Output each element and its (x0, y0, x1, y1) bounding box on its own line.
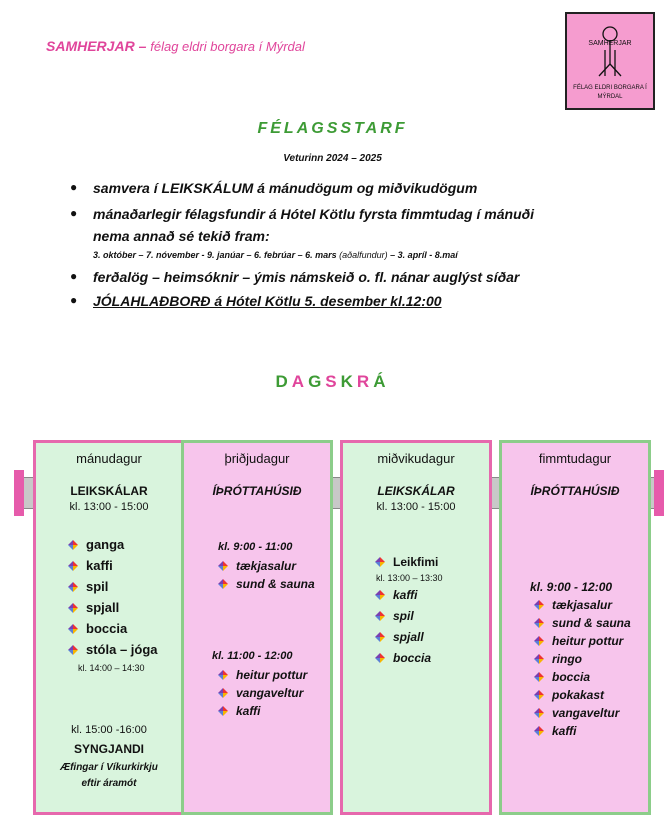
bullet-icon (68, 540, 78, 550)
late-note: eftir áramót (81, 778, 137, 789)
day-name: fimmtudagur (538, 451, 612, 466)
list-item: heitur pottur (218, 668, 307, 682)
list-item: heitur pottur (534, 634, 623, 648)
heading-letter: K (340, 372, 357, 391)
bullet-icon (534, 654, 544, 664)
list-item: stóla – jóga (68, 642, 158, 657)
bullet-icon (375, 611, 385, 621)
heading-letter: A (291, 372, 309, 391)
list-item: spil (68, 579, 108, 594)
heading-letter: Á (373, 372, 390, 391)
bullet-icon (218, 579, 228, 589)
meeting-dates: 3. október – 7. nóvember - 9. janúar – 6. febrúar – 6. mars (aðalfundur) – 3. apríl - 8.maí (93, 250, 458, 260)
heading-letter: G (308, 372, 326, 391)
list-item: tækjasalur (534, 598, 612, 612)
day-card-tuesday (181, 440, 333, 815)
bullet-icon: ● (70, 206, 78, 220)
day-name: miðvikudagur (377, 451, 455, 466)
list-item: kaffi (375, 588, 417, 602)
list-item: sund & sauna (534, 616, 631, 630)
day-time: kl. 13:00 - 15:00 (69, 501, 149, 513)
day-place: LEIKSKÁLAR (70, 484, 148, 498)
list-item: ringo (534, 652, 582, 666)
bullet-icon (534, 600, 544, 610)
leikfimi-time: kl. 13:00 – 13:30 (376, 573, 443, 583)
day-place: ÍÞRÓTTAHÚSIÐ (212, 484, 302, 498)
list-item: ganga (68, 537, 124, 552)
org-name (46, 38, 305, 54)
list-item: tækjasalur (218, 559, 296, 573)
bullet-icon (534, 672, 544, 682)
list-item: vangaveltur (534, 706, 619, 720)
day-time: kl. 11:00 - 12:00 (212, 650, 293, 662)
day-place: LEIKSKÁLAR (377, 484, 455, 498)
bullet-icon (375, 557, 385, 567)
day-name: mánudagur (76, 451, 142, 466)
heading-letter: S (325, 372, 341, 391)
day-time: kl. 9:00 - 12:00 (530, 580, 613, 594)
bullet-icon (534, 726, 544, 736)
list-item: kaffi (68, 558, 113, 573)
band-end-left (14, 470, 24, 516)
day-name: þriðjudagur (224, 451, 290, 466)
bullet-icon (534, 690, 544, 700)
list-item: sund & sauna (218, 577, 315, 591)
logo-text-bottom: MÝRDAL (597, 94, 623, 100)
day-card-thursday (499, 440, 651, 815)
list-item: boccia (375, 651, 431, 665)
bullet-icon (375, 632, 385, 642)
band-end-right (654, 470, 664, 516)
yoga-time: kl. 14:00 – 14:30 (78, 663, 145, 673)
logo-text-mid: FÉLAG ELDRI BORGARA Í (573, 85, 647, 91)
bullet-icon (218, 670, 228, 680)
bullet-icon: ● (70, 293, 78, 307)
day-time: kl. 13:00 - 15:00 (376, 501, 456, 513)
bullet-icon: ● (70, 180, 78, 194)
day-place: ÍÞRÓTTAHÚSIÐ (530, 484, 620, 498)
bullet-icon (218, 688, 228, 698)
bullet-icon (375, 653, 385, 663)
schedule-heading (0, 372, 665, 392)
list-item: kaffi (534, 724, 576, 738)
list-item: boccia (534, 670, 590, 684)
list-item: pokakast (534, 688, 604, 702)
org-logo (565, 12, 655, 110)
late-place: SYNGJANDI (73, 742, 144, 756)
list-item: spil (375, 609, 414, 623)
bullet-icon (68, 561, 78, 571)
page-title: FÉLAGSSTARF (257, 120, 408, 137)
logo-text-top: SAMHERJAR (588, 40, 632, 47)
season-subtitle: Veturinn 2024 – 2025 (283, 153, 382, 164)
day-card-monday (33, 440, 185, 815)
org-name-main: SAMHERJAR – (46, 38, 147, 54)
late-time: kl. 15:00 -16:00 (71, 724, 147, 736)
bullet-icon (218, 706, 228, 716)
bullet-icon (68, 603, 78, 613)
day-time: kl. 9:00 - 11:00 (218, 541, 293, 553)
heading-letter: D (275, 372, 292, 391)
bullet-icon: ● (70, 269, 78, 283)
list-item: spjall (68, 600, 119, 615)
bullet-icon (68, 624, 78, 634)
heading-letter: R (356, 372, 374, 391)
bullet-icon (68, 645, 78, 655)
bullet-icon (534, 636, 544, 646)
bullet-icon (218, 561, 228, 571)
bullet-icon (375, 590, 385, 600)
day-card-wednesday (340, 440, 492, 815)
list-item: boccia (68, 621, 127, 636)
bullet-icon (534, 708, 544, 718)
bullet-icon (68, 582, 78, 592)
org-name-sub: félag eldri borgara í Mýrdal (150, 39, 305, 54)
late-note: Æfingar í Víkurkirkju (60, 762, 158, 773)
list-item: kaffi (218, 704, 260, 718)
list-item: Leikfimi (375, 555, 438, 569)
list-item: spjall (375, 630, 424, 644)
list-item: vangaveltur (218, 686, 303, 700)
bullet-icon (534, 618, 544, 628)
